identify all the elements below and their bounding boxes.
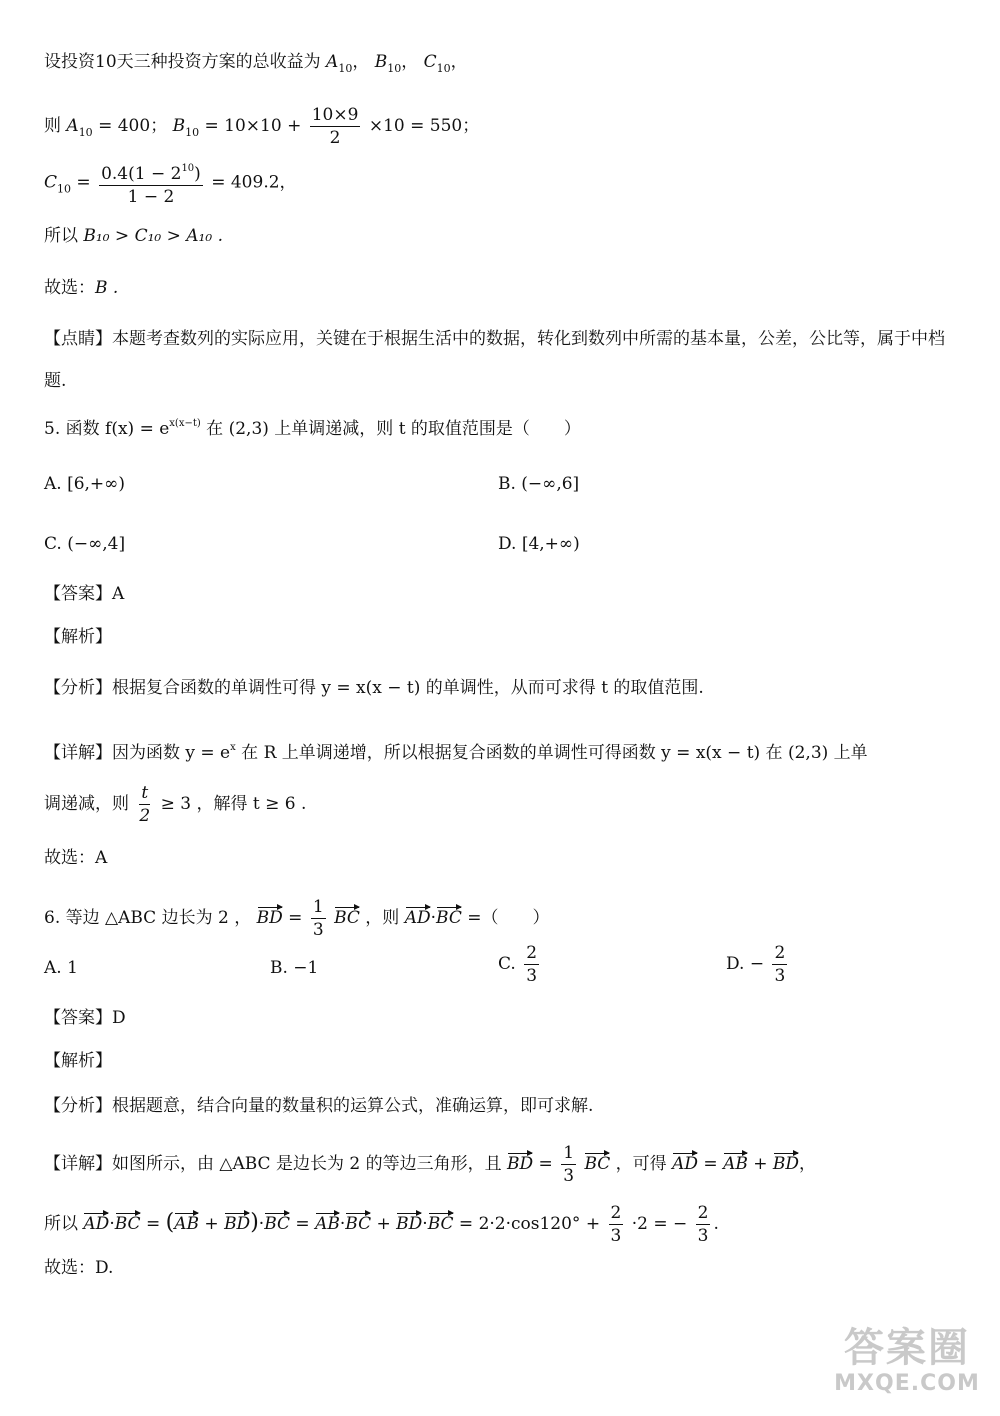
text-line-comparison: 所以 B₁₀ > C₁₀ > A₁₀ . (44, 226, 223, 246)
fraction-2-over-3: $\frac{2}{3}$ (526, 943, 538, 986)
q5-option-a: A. [6,+∞) (44, 474, 125, 494)
q6-option-d: D. − $\frac{2}{3}$ (726, 943, 786, 986)
fraction-geometric-sum: $\frac{0.4(1 - 2^{10})}{1 - 2}$ (99, 158, 203, 208)
formula-line-c10: $C_{10}$ = $\frac{0.4(1 - 2^{10})}{1 - 2}$ = 409.2， (44, 158, 960, 208)
fraction-2-over-3-result: $\frac{2}{3}$ (697, 1203, 709, 1246)
q6-choose: 故选：D. (44, 1258, 114, 1278)
comment-paragraph: 【点睛】本题考查数列的实际应用，关键在于根据生活中的数据，转化到数列中所需的基本量，公差，公比等，属于中档题. (44, 329, 945, 391)
q5-detail-line1: 【详解】因为函数 $y = e^x$ 在 R 上单调递增，所以根据复合函数的单调性可得函数 y = x(x − t) 在 (2,3) 上单 (44, 742, 868, 763)
q5-analysis-text: 【分析】根据复合函数的单调性可得 y = x(x − t) 的单调性，从而可求得 t 的取值范围. (44, 678, 704, 698)
q5-analysis-header: 【解析】 (44, 627, 112, 647)
text-line-choose-b: 故选：B . (44, 278, 119, 298)
formula-line-a10-b10: 则 $A_{10} = 400$； $B_{10} = 10\times 10$ + $\frac{10\times 9}{2}$ ×10 = 550； (44, 105, 480, 148)
q6-analysis-header: 【解析】 (44, 1051, 112, 1071)
q6-detail-line1: 【详解】如图所示，由 △ABC 是边长为 2 的等边三角形，且 BD = $\frac{1}{3}$ BC ，可得 AD = AB + BD， (44, 1143, 817, 1186)
q6-option-c: C. $\frac{2}{3}$ (498, 943, 538, 986)
q5-option-b: B. (−∞,6] (498, 474, 580, 494)
text-line-total-return: 设投资10天三种投资方案的总收益为 $A_{10}$， $B_{10}$， $C_{10}$， (44, 52, 468, 75)
fraction-1-over-3-detail: $\frac{1}{3}$ (563, 1143, 575, 1186)
q5-choose: 故选：A (44, 848, 108, 868)
fraction-2-over-3-calc: $\frac{2}{3}$ (610, 1203, 622, 1246)
q6-analysis-text: 【分析】根据题意，结合向量的数量积的运算公式，准确运算，即可求解. (44, 1096, 594, 1116)
q5-answer: 【答案】A (44, 584, 125, 604)
question-5-stem: 5. 函数 $f(x) = e^{x(x-t)}$ 在 (2,3) 上单调递减，则 t 的取值范围是（ ） (44, 418, 581, 439)
watermark-logo: 答案圈 MXQE.COM (834, 1325, 980, 1396)
q5-detail-line2: 调递减，则 $\frac{t}{2}$ ≥ 3 ，解得 t ≥ 6 . (44, 783, 307, 826)
q6-detail-line2: 所以 AD·BC = (AB + BD)·BC = AB·BC + BD·BC = 2·2·cos120° + $\frac{2}{3}$ ·2 = − $\frac{2}{3}$ . (44, 1203, 719, 1246)
q5-option-c: C. (−∞,4] (44, 534, 126, 554)
fraction-neg-2-over-3: $\frac{2}{3}$ (774, 943, 786, 986)
q6-answer: 【答案】D (44, 1008, 126, 1028)
q5-option-d: D. [4,+∞) (498, 534, 580, 554)
q6-option-a: A. 1 (44, 958, 78, 978)
fraction-t-over-2: $\frac{t}{2}$ (139, 783, 151, 826)
fraction-1-over-3: $\frac{1}{3}$ (312, 897, 324, 940)
question-6-stem: 6. 等边 △ABC 边长为 2 ， BD = $\frac{1}{3}$ BC ，则 AD·BC =（ ） (44, 897, 550, 940)
fraction-10x9-over-2: $\frac{10\times 9}{2}$ (311, 105, 359, 148)
q6-option-b: B. −1 (270, 958, 319, 978)
